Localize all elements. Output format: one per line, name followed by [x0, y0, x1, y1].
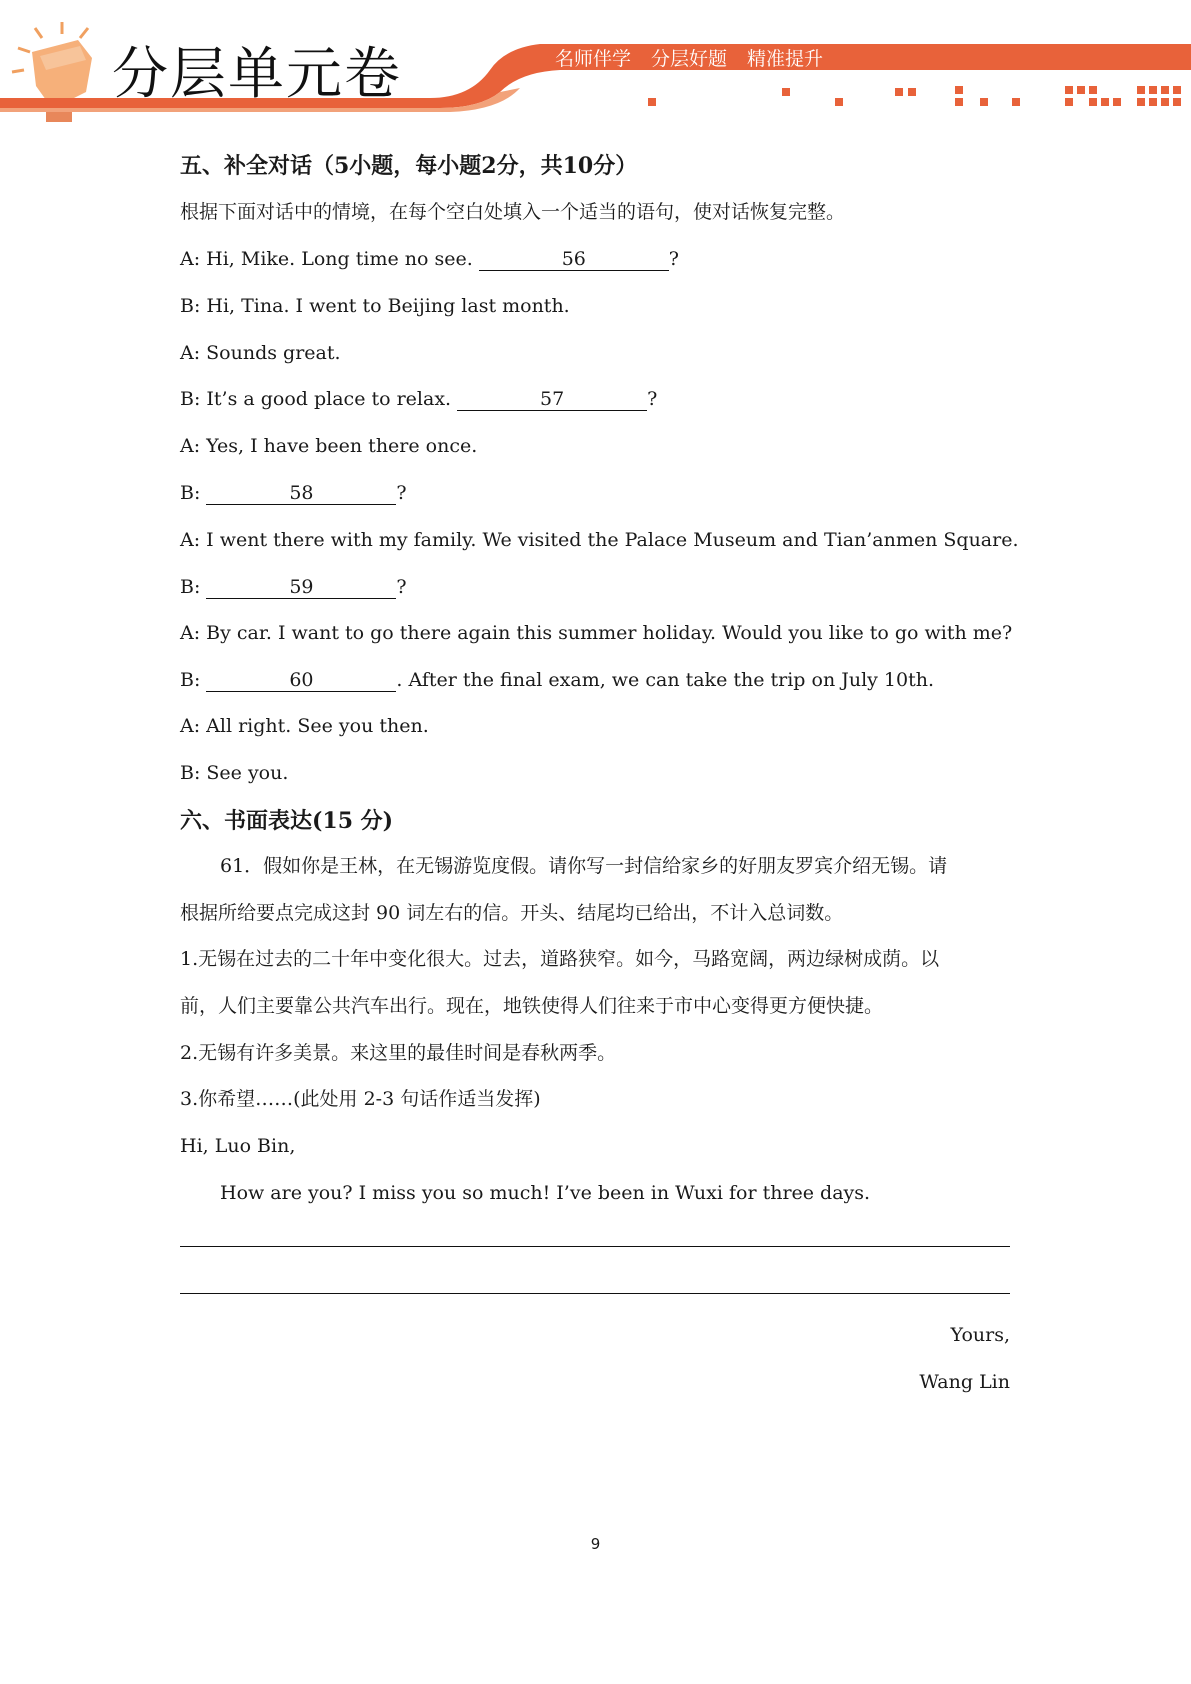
- dialogue-text: B:: [180, 482, 207, 504]
- point3: 3.你希望……(此处用 2-3 句话作适当发挥): [180, 1088, 541, 1110]
- dialogue-text: B:: [180, 669, 207, 691]
- dialogue-text: A: I went there with my family. We visited the Palace Museum and Tian’anmen Square.: [180, 529, 1019, 551]
- dialogue-line: [180, 297, 570, 316]
- dialogue-line: [180, 437, 477, 456]
- answer-blank-57[interactable]: 57: [457, 390, 647, 411]
- slogan-2: 分层好题: [651, 48, 728, 70]
- page-number: 9: [590, 1535, 601, 1553]
- dialogue-text: B:: [180, 576, 207, 598]
- answer-blank-59[interactable]: 59: [206, 578, 396, 599]
- answer-blank-60[interactable]: 60: [206, 671, 396, 692]
- dialogue-line: [180, 671, 934, 692]
- dialogue-line: [180, 764, 288, 783]
- dialogue-line: [180, 531, 1019, 550]
- dialogue-text-after: ?: [647, 388, 658, 410]
- slogan-1: 名师伴学: [555, 48, 632, 70]
- dialogue-text-after: ?: [396, 482, 407, 504]
- dialogue-line: [180, 344, 341, 363]
- dialogue-text: A: By car. I want to go there again this summer holiday. Would you like to go with me?: [180, 622, 1013, 644]
- writing-prompt-line1: 61．假如你是王林，在无锡游览度假。请你写一封信给家乡的好朋友罗宾介绍无锡。请: [220, 855, 948, 877]
- brand-title: 分层单元卷: [112, 42, 402, 107]
- dialogue-text-after: ?: [396, 576, 407, 598]
- point1-line1: 1.无锡在过去的二十年中变化很大。过去，道路狭窄。如今，马路宽阔，两边绿树成荫。以: [180, 948, 940, 970]
- section5-instruction: 根据下面对话中的情境，在每个空白处填入一个适当的语句，使对话恢复完整。: [180, 201, 846, 223]
- answer-line-1[interactable]: [180, 1246, 1010, 1247]
- answer-blank-58[interactable]: 58: [206, 484, 396, 505]
- dialogue-line: [180, 484, 407, 505]
- answer-blank-56[interactable]: 56: [479, 250, 669, 271]
- dialogue-text: A: Sounds great.: [180, 342, 341, 364]
- dialogue-text: A: Hi, Mike. Long time no see.: [180, 248, 479, 270]
- section5-title: 五、补全对话（5小题，每小题2分，共10分）: [180, 153, 638, 179]
- dialogue-text: A: All right. See you then.: [180, 715, 429, 737]
- dialogue-text-after: ?: [668, 248, 679, 270]
- writing-prompt-line2: 根据所给要点完成这封 90 词左右的信。开头、结尾均已给出，不计入总词数。: [180, 902, 844, 924]
- dialogue-line: [180, 390, 657, 411]
- answer-line-2[interactable]: [180, 1293, 1010, 1294]
- dialogue-text: B: Hi, Tina. I went to Beijing last month.: [180, 295, 570, 317]
- dialogue-text: B: See you.: [180, 762, 289, 784]
- slogan-3: 精准提升: [747, 48, 824, 70]
- letter-opening: How are you? I miss you so much! I’ve been in Wuxi for three days.: [220, 1182, 871, 1204]
- point2: 2.无锡有许多美景。来这里的最佳时间是春秋两季。: [180, 1042, 617, 1064]
- dialogue-line: [180, 250, 679, 271]
- section6-title: 六、书面表达(15 分): [180, 808, 394, 834]
- dialogue-text: A: Yes, I have been there once.: [180, 435, 478, 457]
- dialogue-line: [180, 717, 429, 736]
- letter-greeting: Hi, Luo Bin,: [180, 1135, 296, 1157]
- point1-line2: 前，人们主要靠公共汽车出行。现在，地铁使得人们往来于市中心变得更方便快捷。: [180, 995, 884, 1017]
- page-header: [0, 0, 1191, 125]
- dialogue-line: [180, 578, 407, 599]
- dialogue-text: B: It’s a good place to relax.: [180, 388, 458, 410]
- dialogue-text-after: . After the final exam, we can take the trip on July 10th.: [396, 669, 935, 691]
- slogan-bar: [555, 44, 823, 71]
- letter-closing: Yours,: [950, 1324, 1010, 1346]
- dialogue-line: [180, 624, 1012, 643]
- letter-signature: Wang Lin: [919, 1371, 1010, 1393]
